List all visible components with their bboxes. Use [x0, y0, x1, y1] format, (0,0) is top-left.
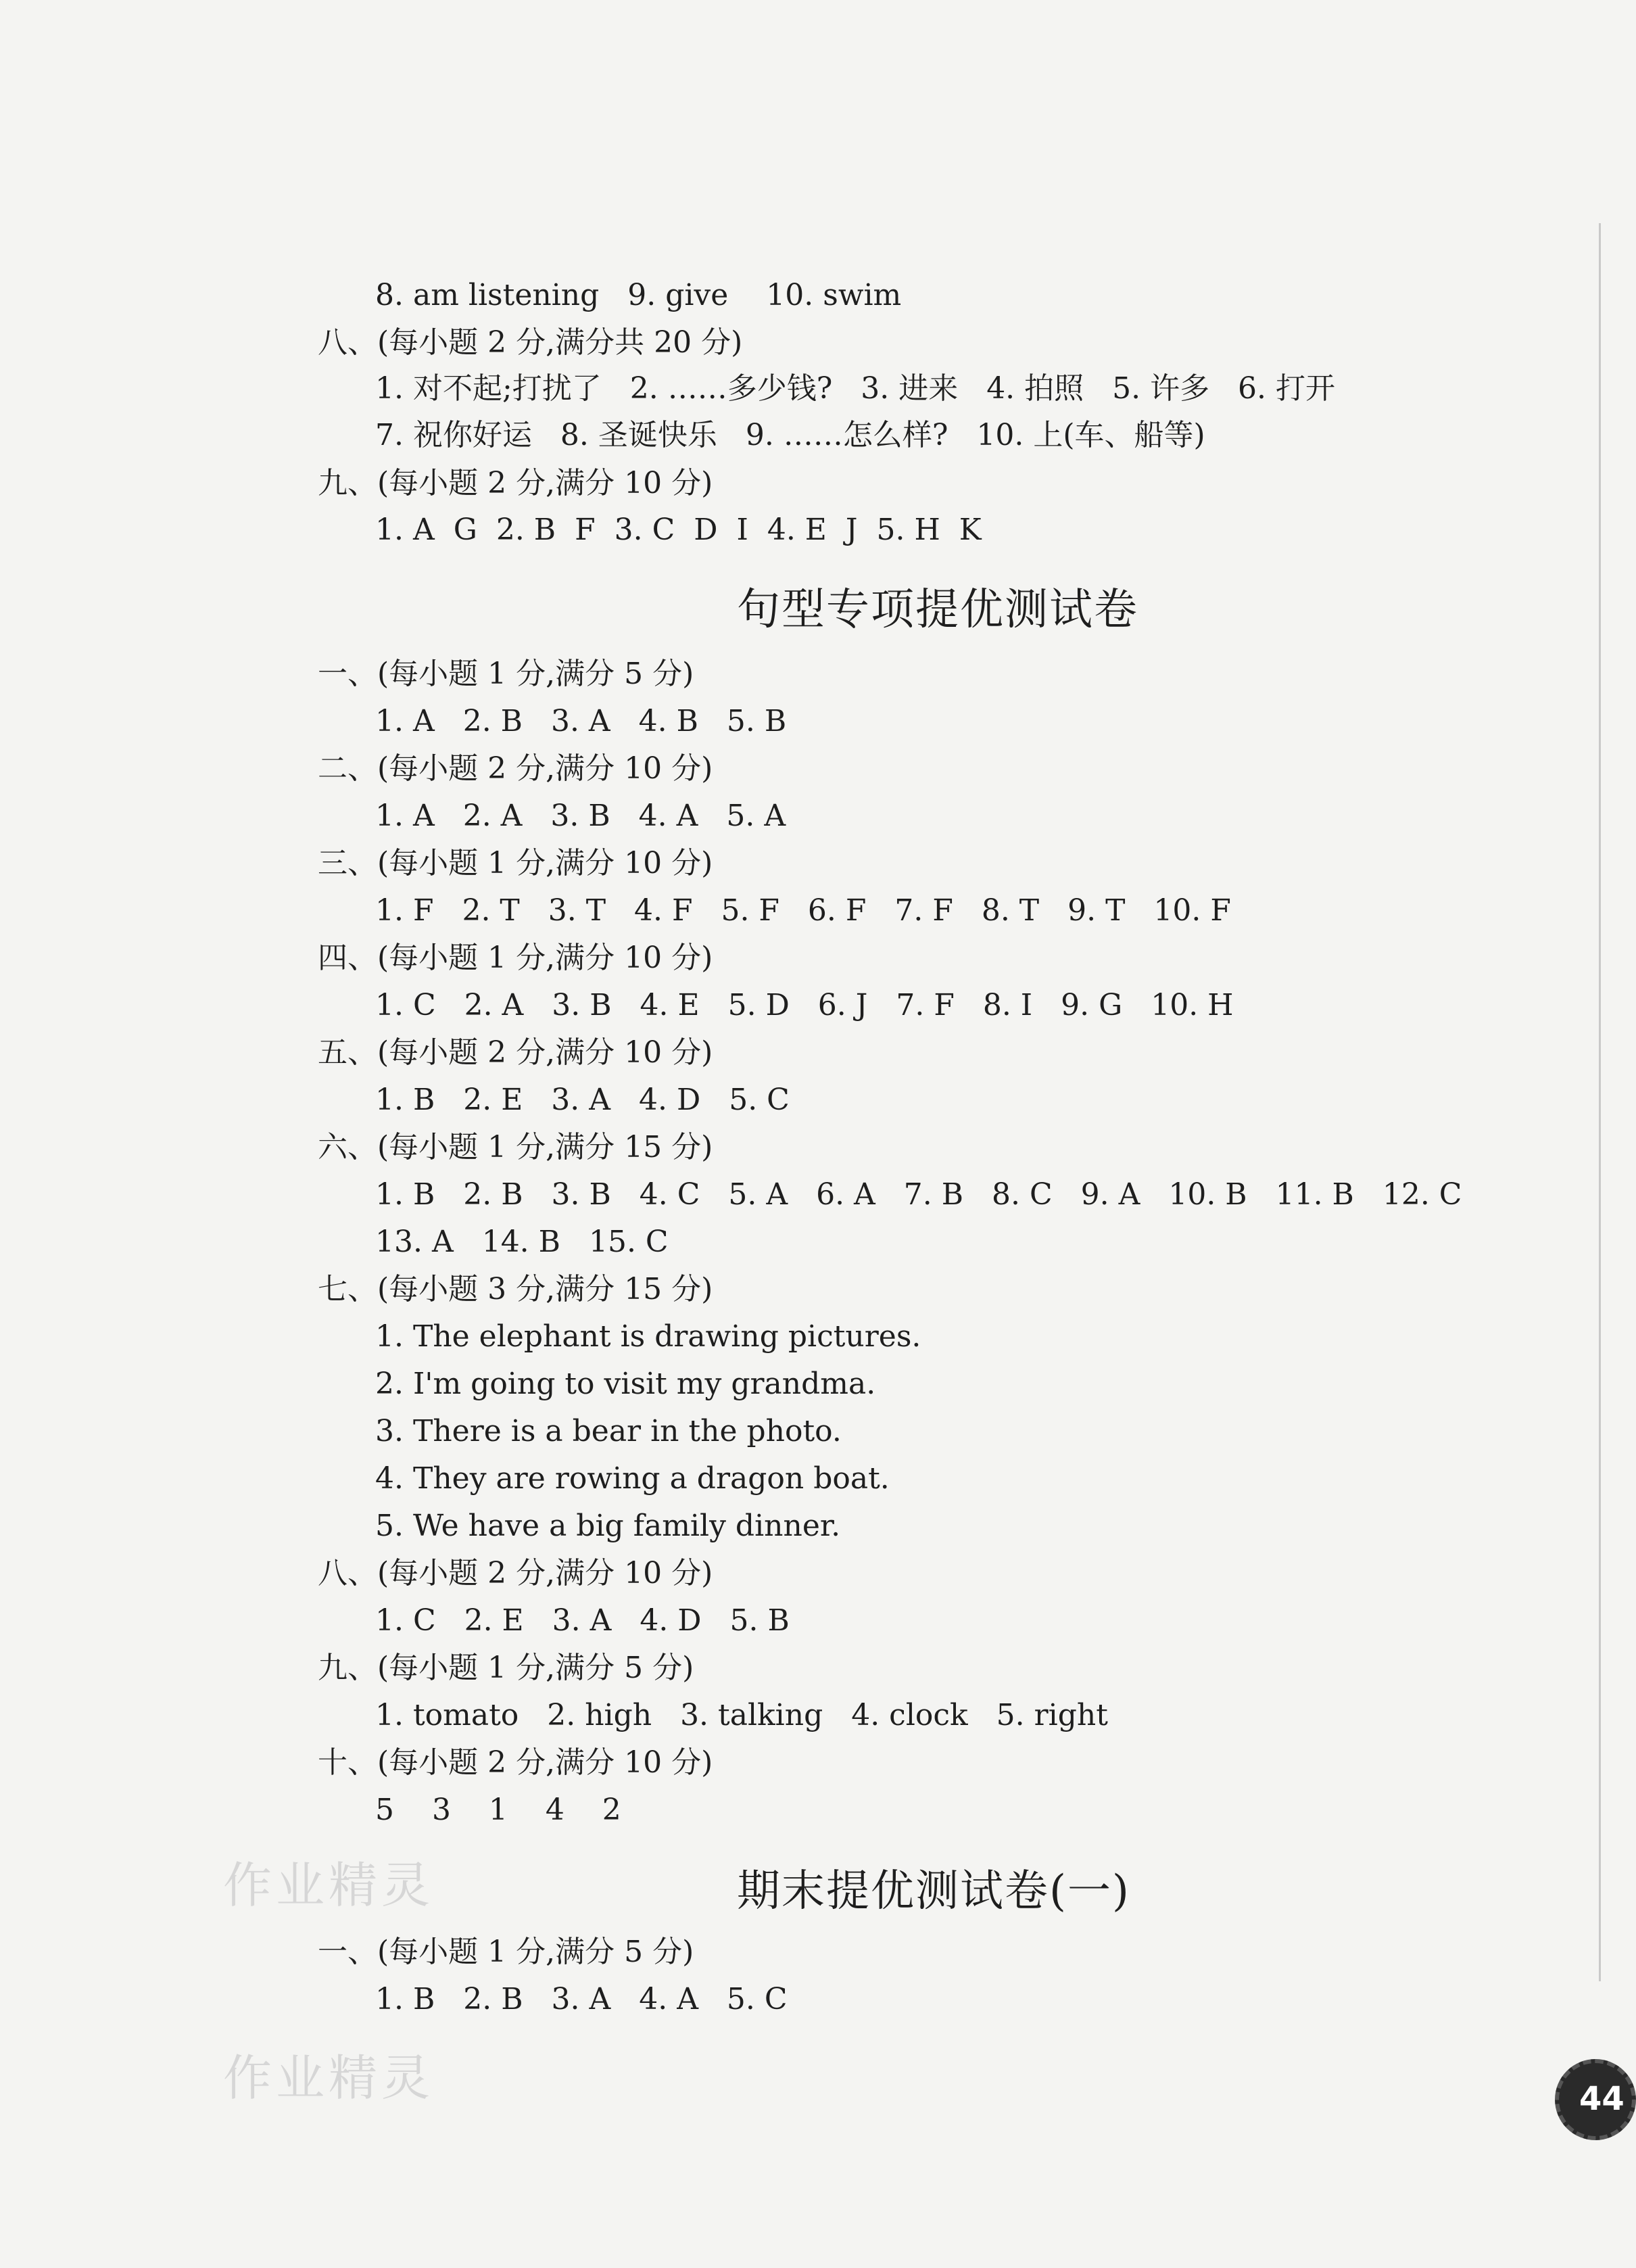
answer-line: 8. am listening 9. give 10. swim — [375, 278, 902, 312]
answer-line: 13. A 14. B 15. C — [375, 1225, 669, 1259]
section-header: 八、(每小题 2 分,满分共 20 分) — [318, 325, 743, 360]
answer-line: 4. They are rowing a dragon boat. — [375, 1461, 890, 1496]
answer-line: 7. 祝你好运 8. 圣诞快乐 9. ……怎么样? 10. 上(车、船等) — [375, 418, 1205, 452]
answer-line: 3. There is a bear in the photo. — [375, 1414, 842, 1448]
answer-line: 1. F 2. T 3. T 4. F 5. F 6. F 7. F 8. T 9. T 10. F — [375, 893, 1231, 928]
answer-line: 1. The elephant is drawing pictures. — [375, 1319, 921, 1354]
section-header: 一、(每小题 1 分,满分 5 分) — [318, 1935, 694, 1969]
answer-line: 1. 对不起;打扰了 2. ……多少钱? 3. 进来 4. 拍照 5. 许多 6. 打开 — [375, 371, 1336, 406]
test-title: 期末提优测试卷(一) — [737, 1866, 1130, 1916]
section-header: 一、(每小题 1 分,满分 5 分) — [318, 657, 694, 691]
answer-line: 1. A 2. A 3. B 4. A 5. A — [375, 799, 786, 833]
section-header: 三、(每小题 1 分,满分 10 分) — [318, 846, 713, 880]
answer-line: 1. tomato 2. high 3. talking 4. clock 5. right — [375, 1698, 1108, 1732]
watermark: 作业精灵 — [223, 2050, 435, 2106]
watermark: 作业精灵 — [223, 1857, 435, 1914]
section-header: 五、(每小题 2 分,满分 10 分) — [318, 1035, 713, 1070]
test-title: 句型专项提优测试卷 — [737, 585, 1138, 635]
section-header: 六、(每小题 1 分,满分 15 分) — [318, 1130, 713, 1164]
section-header: 九、(每小题 1 分,满分 5 分) — [318, 1651, 694, 1685]
answer-line: 1. B 2. B 3. A 4. A 5. C — [375, 1982, 788, 2016]
answer-line: 2. I'm going to visit my grandma. — [375, 1367, 876, 1401]
section-header: 四、(每小题 1 分,满分 10 分) — [318, 941, 713, 975]
answer-line: 5. We have a big family dinner. — [375, 1509, 841, 1543]
answer-line: 1. C 2. E 3. A 4. D 5. B — [375, 1603, 790, 1638]
section-header: 八、(每小题 2 分,满分 10 分) — [318, 1556, 713, 1590]
answer-line: 1. A 2. B 3. A 4. B 5. B — [375, 704, 787, 738]
answer-line: 1. B 2. B 3. B 4. C 5. A 6. A 7. B 8. C 9. A 10. B 11. B 12. C — [375, 1177, 1462, 1212]
answer-line: 1. C 2. A 3. B 4. E 5. D 6. J 7. F 8. I 9. G 10. H — [375, 988, 1234, 1022]
page-number: 44 — [1579, 2080, 1625, 2118]
answer-line: 5 3 1 4 2 — [375, 1793, 621, 1827]
section-header: 十、(每小题 2 分,满分 10 分) — [318, 1745, 713, 1780]
section-header: 二、(每小题 2 分,满分 10 分) — [318, 751, 713, 786]
section-header: 七、(每小题 3 分,满分 15 分) — [318, 1272, 713, 1306]
section-header: 九、(每小题 2 分,满分 10 分) — [318, 466, 713, 500]
answer-line: 1. B 2. E 3. A 4. D 5. C — [375, 1083, 790, 1117]
answer-line: 1. A G 2. B F 3. C D I 4. E J 5. H K — [375, 513, 982, 547]
page-edge-line — [1599, 223, 1601, 1981]
